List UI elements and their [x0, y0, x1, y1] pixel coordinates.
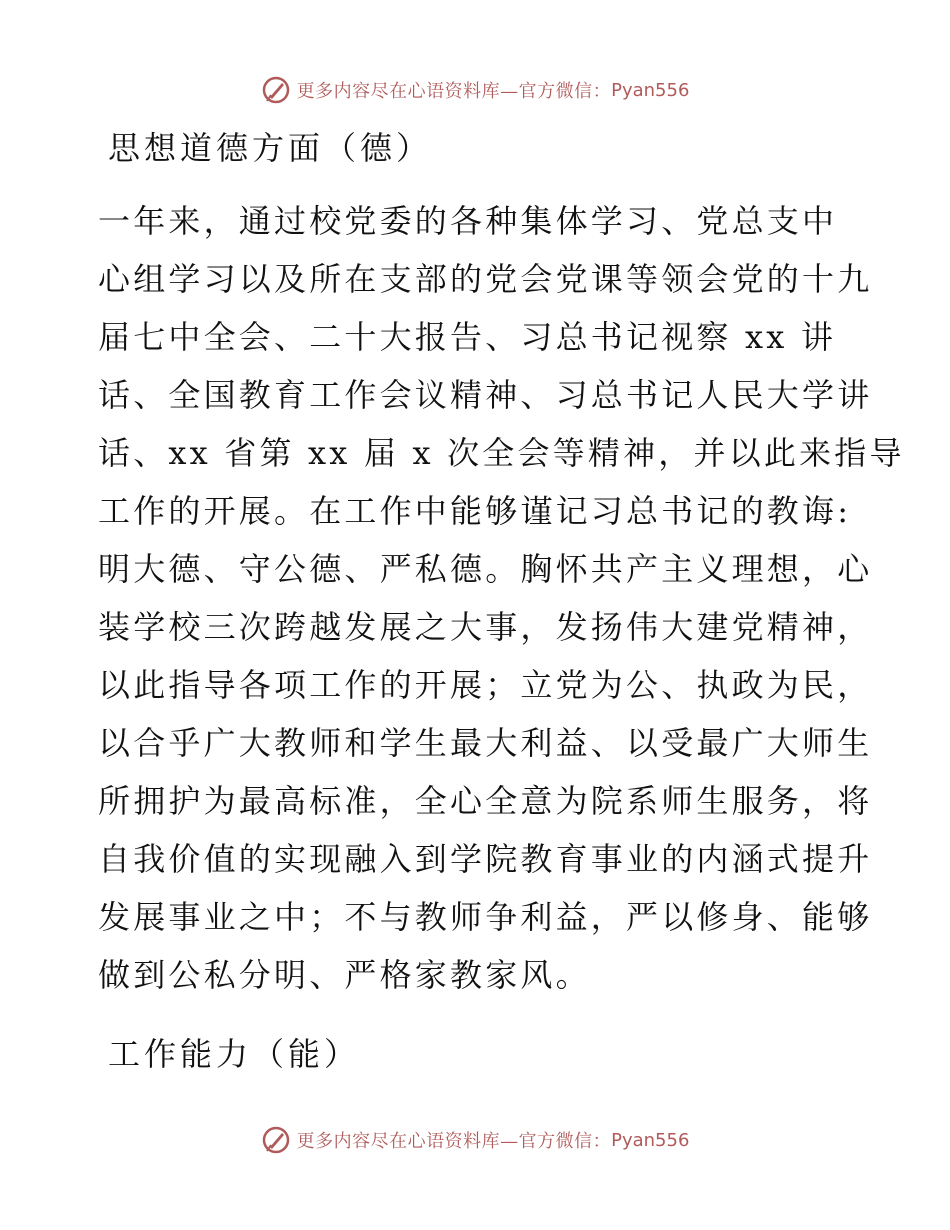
paragraph-line: 届七中全会、二十大报告、习总书记视察 xx 讲 [98, 318, 837, 356]
watermark-handle: Pyan556 [611, 1129, 690, 1151]
quill-pen-logo [261, 1125, 291, 1155]
paragraph-line: 以此指导各项工作的开展；立党为公、执政为民， [98, 666, 873, 704]
paragraph-line: 工作的开展。在工作中能够谨记习总书记的教诲: [98, 492, 852, 530]
paragraph-line: 做到公私分明、严格家教家风。 [98, 956, 591, 994]
paragraph-line: 自我价值的实现融入到学院教育事业的内涵式提升 [98, 840, 873, 878]
paragraph-line: 以合乎广大教师和学生最大利益、以受最广大师生 [98, 724, 873, 762]
paragraph-line: 发展事业之中；不与教师争利益，严以修身、能够 [98, 898, 873, 936]
header-watermark [0, 70, 950, 110]
paragraph-line: 装学校三次跨越发展之大事，发扬伟大建党精神， [98, 608, 873, 646]
footer-watermark [0, 1120, 950, 1160]
body-paragraph [98, 200, 905, 1012]
paragraph-line: 心组学习以及所在支部的党会党课等领会党的十九 [98, 260, 873, 298]
paragraph-line: 所拥护为最高标准，全心全意为院系师生服务，将 [98, 782, 873, 820]
paragraph-line: 一年来，通过校党委的各种集体学习、党总支中 [98, 202, 838, 240]
paragraph-line: 明大德、守公德、严私德。胸怀共产主义理想，心 [98, 550, 873, 588]
section-heading-morality: 思想道德方面（德） [108, 129, 433, 167]
watermark-text: 更多内容尽在心语资料库—官方微信： [296, 1131, 612, 1152]
watermark-handle: Pyan556 [611, 79, 690, 101]
quill-pen-logo [261, 75, 291, 105]
paragraph-line: 话、xx 省第 xx 届 x 次全会等精神，并以此来指导 [98, 434, 905, 472]
watermark-text: 更多内容尽在心语资料库—官方微信： [296, 81, 612, 102]
section-heading-ability: 工作能力（能） [108, 1035, 361, 1073]
paragraph-line: 话、全国教育工作会议精神、习总书记人民大学讲 [98, 376, 873, 414]
